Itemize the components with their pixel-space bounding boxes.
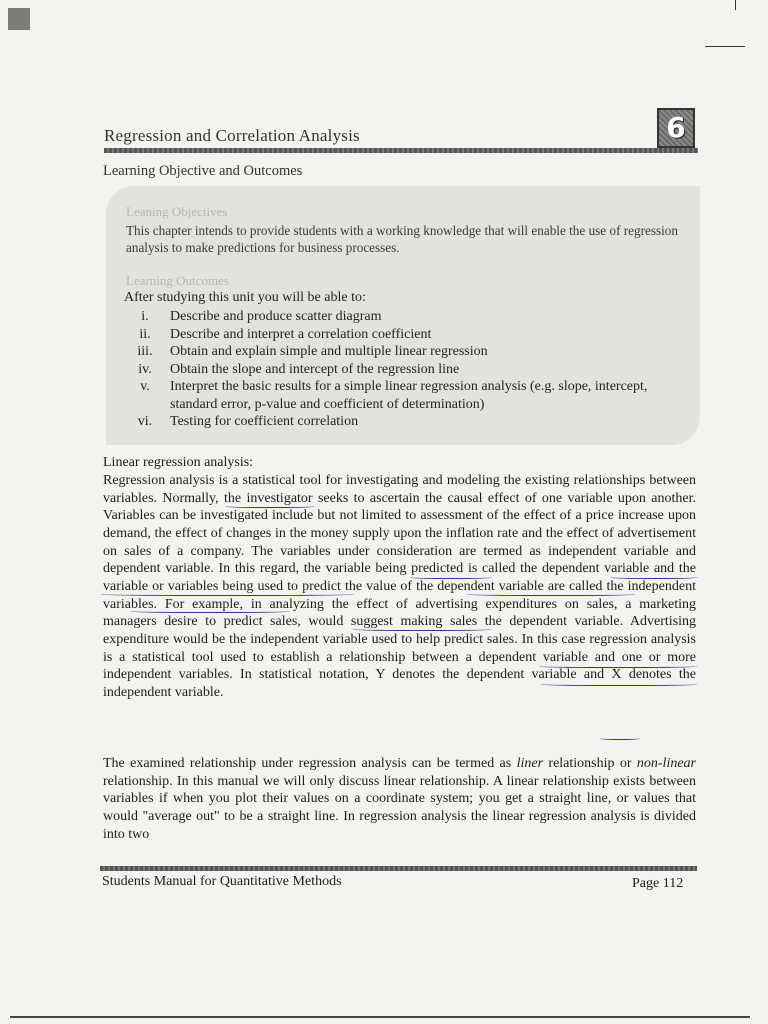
list-item-text: Testing for coefficient correlation <box>170 414 359 429</box>
list-item <box>120 361 690 379</box>
paragraph-linear-relationship <box>103 755 696 843</box>
list-item-number: iv. <box>138 361 152 377</box>
list-item-text: Describe and interpret a correlation coefficient <box>170 326 432 342</box>
pen-underline <box>538 664 698 668</box>
title-rule <box>104 148 698 153</box>
list-item-number: ii. <box>139 326 151 342</box>
outcomes-intro: After studying this unit you will be able to: <box>124 290 366 305</box>
list-item-text: Describe and produce scatter diagram <box>170 309 382 324</box>
outcomes-heading: Learning Outcomes <box>126 273 229 288</box>
linear-regression-heading: Linear regression analysis: <box>103 455 254 470</box>
paragraph-text: relationship. In this manual we will only discuss linear relationship. A linear relationship exists between variables if when you plot their values on a coordinate system; you get a straight line, or values that would "average out" to be a straight line. In regression analysis the linear regression analysis is divided into two <box>103 773 696 842</box>
pen-underline <box>540 682 698 686</box>
scan-edge-top <box>705 46 745 47</box>
list-item-number: iii. <box>137 344 153 359</box>
section-heading: Learning Objective and Outcomes <box>103 163 303 179</box>
list-item <box>120 326 690 344</box>
scan-corner-mark <box>8 8 30 30</box>
footer-page-number: Page 112 <box>632 876 684 891</box>
scan-edge-bottom <box>10 1016 750 1018</box>
list-item <box>120 343 690 361</box>
list-item-number: vi. <box>137 414 153 429</box>
pen-underline <box>352 627 492 631</box>
list-item-number: v. <box>140 379 150 394</box>
chapter-number-badge: 6 <box>657 108 695 148</box>
pen-underline <box>225 504 315 508</box>
pen-underline <box>600 736 640 740</box>
list-item <box>120 413 690 431</box>
pen-underline <box>100 592 355 596</box>
paragraph-text: relationship or <box>543 756 637 771</box>
scan-edge-right <box>735 0 736 10</box>
objectives-heading: Leaning Objectives <box>126 204 228 219</box>
list-item-text: Interpret the basic results for a simple linear regression analysis (e.g. slope, intercept, standard error, p-value and coefficient of determination) <box>170 379 648 412</box>
pen-underline <box>410 575 492 579</box>
objectives-text: This chapter intends to provide students with a working knowledge that will enable the use of regression analysis to make predictions for business processes. <box>126 223 678 255</box>
list-item <box>120 308 690 326</box>
paragraph-regression-intro: Regression analysis is a statistical tool for investigating and modeling the existing relationships between variables. Normally, the investigator seeks to ascertain the causal effect of one variable upon another. Variables can be investigated include but not limited to assessment of the effect of a price increase upon demand, the effect of changes in the money supply upon the inflation rate and the effect of advertisement on sales of a company. The variables under consideration are termed as independent variable and dependent variable. In this regard, the variable being predicted is called the dependent variable and the variable or variables being used to predict the value of the dependent variable are called the independent variables. For example, in analyzing the effect of advertising expenditures on sales, a marketing managers desire to predict sales, would suggest making sales the dependent variable. Advertising expenditure would be the independent variable used to help predict sales. In this case regression analysis is a statistical tool used to establish a relationship between a dependent variable and one or more independent variables. In statistical notation, Y denotes the dependent variable and X denotes the independent variable. <box>103 473 696 700</box>
paragraph-text: The examined relationship under regression analysis can be termed as <box>103 756 517 771</box>
pen-underline <box>610 575 698 579</box>
outcomes-list <box>120 308 690 431</box>
italic-term-nonlinear: non-linear <box>636 756 696 771</box>
pen-underline <box>466 592 636 596</box>
footer-manual-title: Students Manual for Quantitative Methods <box>102 874 342 889</box>
list-item-text: Obtain and explain simple and multiple linear regression <box>170 344 488 359</box>
chapter-title: Regression and Correlation Analysis <box>104 126 360 145</box>
list-item-number: i. <box>141 309 149 324</box>
footer-rule <box>100 866 697 871</box>
list-item <box>120 378 690 413</box>
pen-underline <box>130 609 290 613</box>
list-item-text: Obtain the slope and intercept of the regression line <box>170 361 460 377</box>
italic-term-liner: liner <box>516 756 544 771</box>
